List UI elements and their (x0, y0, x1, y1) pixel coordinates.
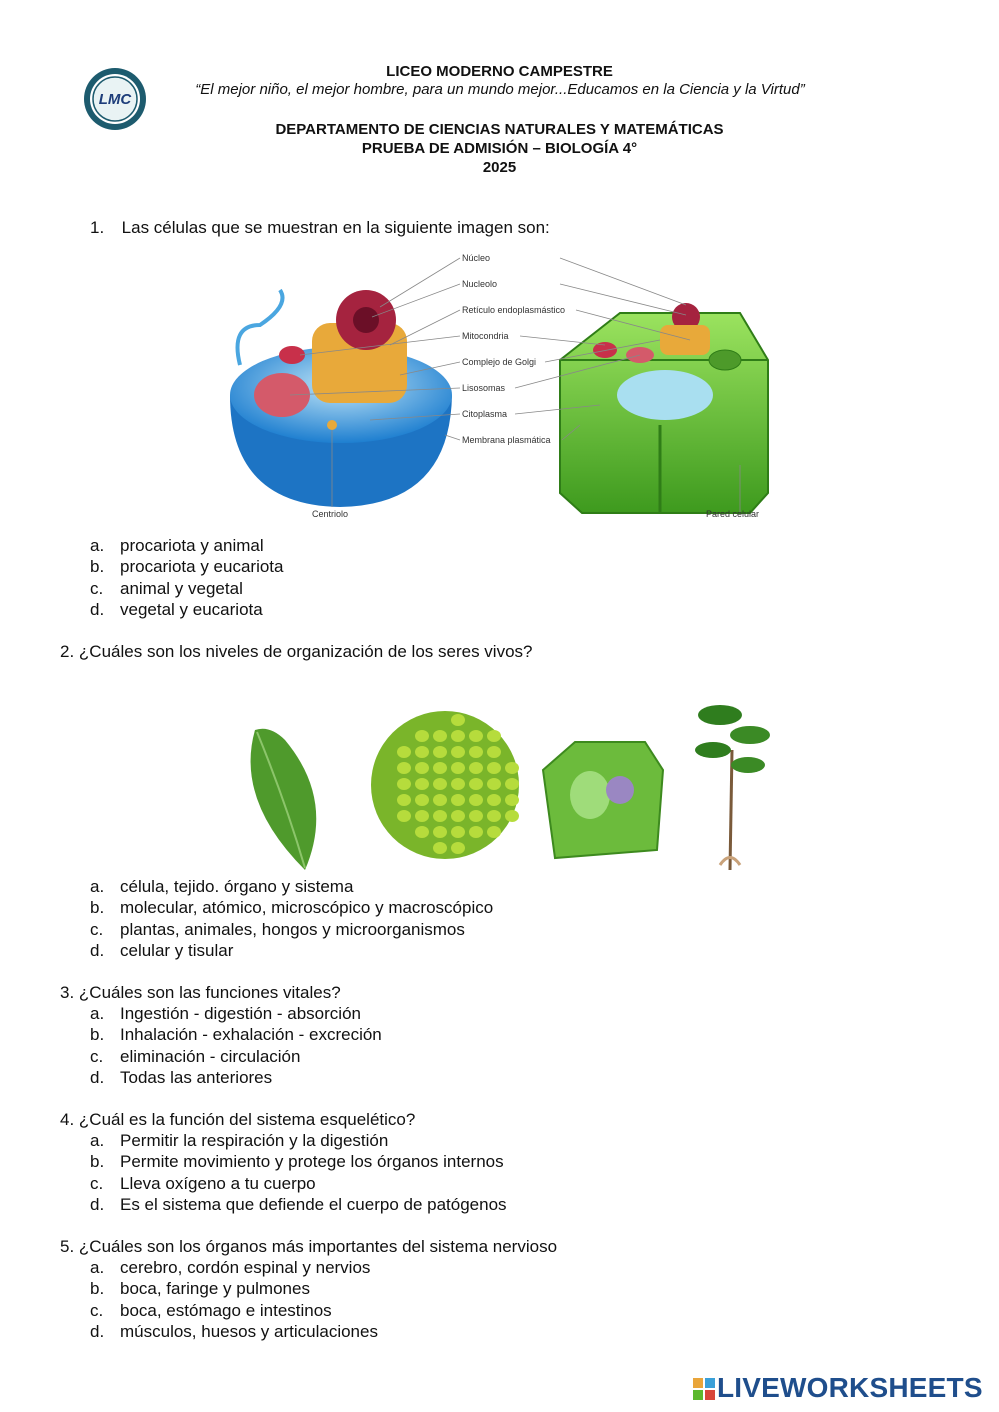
option-b[interactable]: b. Inhalación - exhalación - excreción (90, 1025, 382, 1045)
tissue-cell (397, 810, 411, 822)
label-nucleo: Núcleo (462, 253, 491, 263)
tissue-cell (451, 746, 465, 758)
department-title: DEPARTAMENTO DE CIENCIAS NATURALES Y MATEMÁTICAS (275, 121, 724, 138)
label-membrana: Membrana plasmática (462, 435, 551, 445)
school-motto: “El mejor niño, el mejor hombre, para un mundo mejor...Educamos en la Ciencia y la Virtud” (195, 81, 805, 98)
test-year: 2025 (482, 159, 517, 176)
question-2 (60, 641, 533, 662)
question-3 (60, 982, 341, 1003)
tissue-cell (487, 826, 501, 838)
tissue-cell (487, 810, 501, 822)
tissue-cell (451, 730, 465, 742)
liveworksheets-icon (693, 1375, 715, 1397)
label-lisosomas: Lisosomas (462, 383, 506, 393)
question-text: Las células que se muestran en la siguiente imagen son: (121, 218, 550, 237)
plant-cell-illustration (560, 303, 768, 513)
liveworksheets-logo (693, 1372, 983, 1404)
question-1-options (90, 535, 283, 620)
tissue-cell (487, 778, 501, 790)
tissue-cell (451, 794, 465, 806)
leaf-illustration (251, 729, 317, 870)
sapling-illustration (695, 705, 770, 870)
tissue-cell (433, 730, 447, 742)
tissue-cell (469, 762, 483, 774)
tissue-illustration (371, 711, 519, 859)
tissue-cell (451, 762, 465, 774)
option-a[interactable]: a. célula, tejido. órgano y sistema (90, 877, 354, 896)
tissue-cell (487, 762, 501, 774)
tissue-cell (505, 778, 519, 790)
tissue-cell (451, 842, 465, 854)
option-d[interactable]: d. celular y tisular (90, 940, 234, 960)
option-a[interactable]: a. cerebro, cordón espinal y nervios (90, 1258, 371, 1277)
tissue-cell (469, 746, 483, 758)
question-4-options (90, 1130, 507, 1215)
option-a[interactable]: a. Ingestión - digestión - absorción (90, 1004, 361, 1023)
option-b[interactable]: b. boca, faringe y pulmones (90, 1279, 310, 1299)
tissue-cell (451, 714, 465, 726)
question-number: 3. (60, 983, 75, 1002)
question-number: 2. (60, 642, 75, 661)
option-b[interactable]: b. procariota y eucariota (90, 557, 284, 577)
label-golgi: Complejo de Golgi (462, 357, 537, 367)
question-2-options (90, 876, 493, 961)
tissue-cell (433, 778, 447, 790)
option-d[interactable]: d. vegetal y eucariota (90, 599, 263, 619)
tissue-cell (505, 762, 519, 774)
tissue-cell (433, 810, 447, 822)
tissue-cell (469, 826, 483, 838)
question-1 (90, 217, 550, 238)
tissue-cell (397, 746, 411, 758)
logo-text: LMC (98, 91, 132, 108)
tissue-cell (487, 730, 501, 742)
tissue-cell (415, 730, 429, 742)
tissue-cell (469, 794, 483, 806)
option-c[interactable]: c. animal y vegetal (90, 578, 243, 598)
label-centriolo: Centriolo (312, 509, 349, 519)
test-title: PRUEBA DE ADMISIÓN – BIOLOGÍA 4° (361, 140, 638, 157)
tissue-cell (451, 826, 465, 838)
tissue-cell (397, 794, 411, 806)
tissue-cell (415, 826, 429, 838)
tissue-cell (469, 778, 483, 790)
option-a[interactable]: a. Permitir la respiración y la digestión (90, 1131, 389, 1150)
option-c[interactable]: c. Lleva oxígeno a tu cuerpo (90, 1173, 316, 1193)
tissue-cell (433, 794, 447, 806)
tissue-cell (415, 794, 429, 806)
label-citoplasma: Citoplasma (462, 409, 508, 419)
option-c[interactable]: c. boca, estómago e intestinos (90, 1300, 332, 1320)
question-text: ¿Cuáles son los niveles de organización de los seres vivos? (78, 642, 533, 661)
tissue-cell (451, 810, 465, 822)
option-c[interactable]: c. plantas, animales, hongos y microorganismos (90, 919, 465, 939)
tissue-cell (415, 778, 429, 790)
label-nucleolo: Nucleolo (462, 279, 498, 289)
question-number: 4. (60, 1110, 75, 1129)
plant-cell-small-illustration (543, 742, 663, 858)
school-name: LICEO MODERNO CAMPESTRE (386, 63, 613, 80)
tissue-cell (397, 778, 411, 790)
tissue-cell (433, 826, 447, 838)
tissue-cell (505, 810, 519, 822)
tissue-cell (487, 794, 501, 806)
option-d[interactable]: d. Todas las anteriores (90, 1067, 273, 1087)
option-a[interactable]: a. procariota y animal (90, 536, 264, 555)
question-4 (60, 1109, 415, 1130)
cell-diagram (220, 245, 780, 530)
question-number: 1. (90, 218, 105, 237)
label-reticulo: Retículo endoplasmástico (462, 305, 566, 315)
animal-cell-illustration (230, 290, 452, 507)
question-5-options (90, 1257, 378, 1342)
question-5 (60, 1236, 557, 1257)
question-3-options (90, 1003, 382, 1088)
option-b[interactable]: b. molecular, atómico, microscópico y macroscópico (90, 898, 494, 918)
tissue-cell (451, 778, 465, 790)
option-d[interactable]: d. Es el sistema que defiende el cuerpo de patógenos (90, 1194, 507, 1214)
brand-text: LIVEWORKSHEETS (717, 1372, 983, 1403)
question-number: 5. (60, 1237, 75, 1256)
tissue-cell (505, 794, 519, 806)
option-c[interactable]: c. eliminación - circulación (90, 1046, 301, 1066)
option-b[interactable]: b. Permite movimiento y protege los órganos internos (90, 1152, 504, 1172)
question-text: ¿Cuáles son los órganos más importantes del sistema nervioso (78, 1237, 558, 1256)
tissue-cell (433, 842, 447, 854)
option-d[interactable]: d. músculos, huesos y articulaciones (90, 1321, 378, 1341)
tissue-cell (397, 762, 411, 774)
label-mitocondria: Mitocondria (462, 331, 509, 341)
tissue-cell (469, 730, 483, 742)
tissue-cell (415, 810, 429, 822)
tissue-cell (433, 746, 447, 758)
label-pared-celular: Pared celular (706, 509, 760, 519)
organization-levels-images (225, 690, 785, 875)
tissue-cell (487, 746, 501, 758)
tissue-cell (415, 746, 429, 758)
question-text: ¿Cuál es la función del sistema esquelético? (78, 1110, 416, 1129)
tissue-cell (415, 762, 429, 774)
question-text: ¿Cuáles son las funciones vitales? (78, 983, 341, 1002)
tissue-cell (433, 762, 447, 774)
tissue-cell (469, 810, 483, 822)
